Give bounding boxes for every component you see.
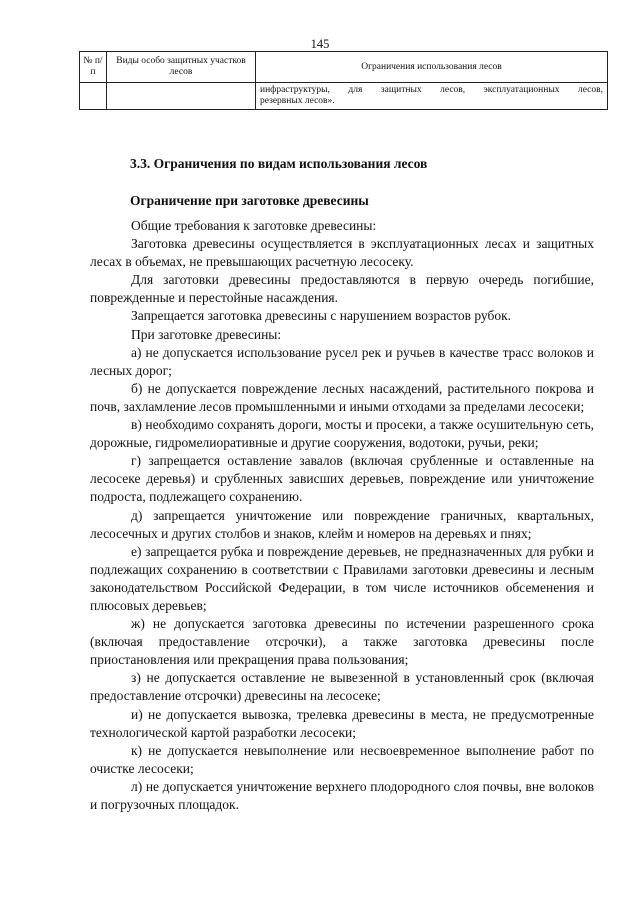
list-item: л) не допускается уничтожение верхнего плодородного слоя почвы, вне волоков и погрузочных площадок. — [90, 778, 594, 812]
list-item: з) не допускается оставление не вывезенной в установленный срок (включая предоставление отсрочки) древесины на лесосеке; — [90, 670, 594, 704]
table-cell-areas — [107, 83, 256, 110]
list-item: д) запрещается уничтожение или повреждение граничных, квартальных, лесосечных и других столбов и знаков, клейм и номеров на деревьях и пнях; — [90, 507, 594, 541]
col-header-areas: Виды особо защитных участков лесов — [107, 52, 256, 83]
page-number: 145 — [310, 37, 330, 51]
continued-table — [79, 51, 608, 110]
subsection-title: Ограничение при заготовке древесины — [130, 193, 369, 208]
paragraph: Для заготовки древесины предоставляются в первую очередь погибшие, поврежденные и перестойные насаждения. — [90, 272, 594, 306]
paragraph: При заготовке древесины: — [131, 326, 282, 342]
col-header-number: № п/п — [80, 52, 107, 83]
list-item: и) не допускается вывозка, трелевка древесины в места, не предусмотренные технологической картой разработки лесосеки; — [90, 706, 594, 740]
paragraph: Заготовка древесины осуществляется в эксплуатационных лесах и защитных лесах в объемах, не превышающих расчетную лесосеку. — [90, 236, 594, 270]
list-item: ж) не допускается заготовка древесины по истечении разрешенного срока (включая предоставление отсрочки), а также заготовка древесины после приостановления или прекращения права пользования; — [90, 616, 594, 668]
list-item: б) не допускается повреждение лесных насаждений, растительного покрова и почв, захламление лесов промышленными и иными отходами за пределами лесосеки; — [90, 380, 594, 414]
table-cell-text-line: резервных лесов». — [260, 96, 335, 106]
table-row — [80, 83, 608, 110]
list-item: е) запрещается рубка и повреждение деревьев, не предназначенных для рубки и подлежащих сохранению в соответствии с Правилами заготовки древесины и лесным законодательством Российской Федерации, в том числе источников обсеменения и плюсовых деревьев; — [90, 543, 594, 613]
table-cell-text-line: инфраструктуры, для защитных лесов, эксплуатационных лесов, — [260, 85, 603, 95]
paragraph: Запрещается заготовка древесины с нарушением возрастов рубок. — [131, 308, 512, 324]
list-item: к) не допускается невыполнение или несвоевременное выполнение работ по очистке лесосеки; — [90, 742, 594, 776]
table-cell-number — [80, 83, 107, 110]
table-cell-restrictions — [256, 83, 608, 110]
document-body — [90, 217, 594, 814]
list-item: а) не допускается использование русел рек и ручьев в качестве трасс волоков и лесных дорог; — [90, 344, 594, 378]
table-header-row — [80, 52, 608, 83]
list-item: г) запрещается оставление завалов (включая срубленные и оставленные на лесосеке деревья) и срубленных зависших деревьев, повреждение или уничтожение подроста, подлежащего сохранению. — [90, 453, 594, 505]
section-title: 3.3. Ограничения по видам использования лесов — [130, 156, 428, 171]
list-item: в) необходимо сохранять дороги, мосты и просеки, а также осушительную сеть, дорожные, гидромелиоративные и другие сооружения, водотоки, ручьи, реки; — [90, 417, 594, 451]
paragraph: Общие требования к заготовке древесины: — [131, 218, 377, 233]
col-header-restrictions: Ограничения использования лесов — [256, 52, 608, 83]
